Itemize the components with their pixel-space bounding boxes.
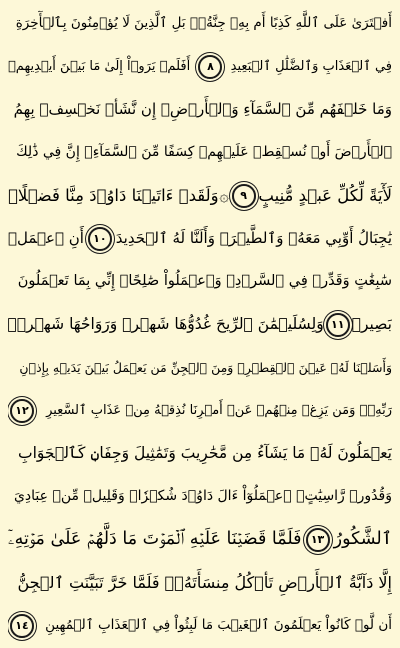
- ayah-number-marker: ١٠: [88, 227, 112, 251]
- verse-text: ٱلۡأَرۡضَ أَوۡ نُسۡقِطۡ عَلَيۡهِمۡ كِسَفًا مِّنَ ٱلسَّمَآءِۚ إِنَّ فِي ذَٰلِكَ: [16, 144, 392, 160]
- verse-text: أَفۡتَرَىٰ عَلَى ٱللَّهِ كَذِبًا أَم بِهِۦ جِنَّةُۢۗ بَلِ ٱلَّذِينَ لَا يُؤۡمِنُونَ بِٱلۡأٓخِرَةِ: [15, 15, 392, 31]
- verse-line: [8, 217, 392, 260]
- verse-text: أَفَلَمۡ يَرَوۡاْ إِلَىٰ مَا بَيۡنَ أَيۡدِيهِمۡ: [8, 59, 191, 74]
- verse-text: فَلَمَّا قَضَيۡنَا عَلَيۡهِ ٱلۡمَوۡتَ مَا دَلَّهُمۡ عَلَىٰ مَوۡتِهِۦٓ: [8, 529, 302, 549]
- verse-line: [8, 303, 392, 346]
- verse-line: [8, 88, 392, 131]
- verse-text: ٱلشَّكُورُ: [333, 529, 392, 549]
- ayah-number-marker: ١١: [326, 313, 350, 337]
- verse-text: بَصِيرٞ: [351, 315, 392, 333]
- verse-text: أَنِ ٱعۡمَلۡ: [8, 229, 84, 247]
- verse-line: [8, 604, 392, 647]
- ayah-number-marker: ١٣: [306, 528, 330, 552]
- verse-line: [8, 432, 392, 475]
- verse-text: إِلَّا دَآبَّةُ ٱلۡأَرۡضِ تَأۡكُلُ مِنسَأَتَهُۥۖ فَلَمَّا خَرَّ تَبَيَّنَتِ ٱلۡجِنُّ: [17, 573, 392, 592]
- verse-text: أَن لَّوۡ كَانُواْ يَعۡلَمُونَ ٱلۡغَيۡبَ مَا لَبِثُواْ فِي ٱلۡعَذَابِ ٱلۡمُهِينِ: [45, 617, 392, 633]
- verse-text: وَلِسُلَيۡمَٰنَ ٱلرِّيحَ غُدُوُّهَا شَهۡرٞ وَرَوَاحُهَا شَهۡرٞۖ: [8, 315, 324, 333]
- ayah-number-marker: ٨: [198, 55, 222, 79]
- verse-line: [8, 260, 392, 303]
- verse-text: وَمَا خَلۡفَهُم مِّنَ ٱلسَّمَآءِ وَٱلۡأَرۡضِۚ إِن نَّشَأۡ نَخۡسِفۡ بِهِمُ: [13, 100, 392, 118]
- verse-text: لَأٓيَةً لِّكُلِّ عَبۡدٍ مُّنِيبٍ: [258, 186, 392, 205]
- verse-text: فِي ٱلۡعَذَابِ وَٱلضَّلَٰلِ ٱلۡبَعِيدِ: [230, 59, 392, 74]
- rub-el-hizb-icon: ۞: [219, 186, 229, 205]
- verse-line: [8, 561, 392, 604]
- verse-line: [8, 2, 392, 45]
- verse-text: يَعۡمَلُونَ لَهُۥ مَا يَشَآءُ مِن مَّحَٰرِيبَ وَتَمَٰثِيلَ وَجِفَانٖ كَٱلۡجَوَابِ: [18, 444, 392, 462]
- verse-line: [8, 389, 392, 432]
- ayah-number-marker: ٩: [232, 184, 256, 208]
- verse-line: [8, 45, 392, 88]
- verse-line: [8, 174, 392, 217]
- verse-text: وَلَقَدۡ ءَاتَيۡنَا دَاوُۥدَ مِنَّا فَضۡلًاۖ: [8, 186, 219, 205]
- verse-text: رَبِّهِۦۖ وَمَن يَزِغۡ مِنۡهُمۡ عَنۡ أَمۡرِنَا نُذِقۡهُ مِنۡ عَذَابِ ٱلسَّعِيرِ: [46, 403, 392, 418]
- verse-text: وَقُدُورٖ رَّاسِيَٰتٍۚ ٱعۡمَلُوٓاْ ءَالَ دَاوُۥدَ شُكۡرٗاۚ وَقَلِيلٞ مِّنۡ عِبَادِيَ: [13, 488, 392, 504]
- verse-text: وَأَسَلۡنَا لَهُۥ عَيۡنَ ٱلۡقِطۡرِۖ وَمِنَ ٱلۡجِنِّ مَن يَعۡمَلُ بَيۡنَ يَدَيۡهِ بِإِذۡنِ: [19, 360, 392, 375]
- verse-text: يَٰجِبَالُ أَوِّبِي مَعَهُۥ وَٱلطَّيۡرَۖ وَأَلَنَّا لَهُ ٱلۡحَدِيدَ: [115, 229, 392, 247]
- verse-text: سَٰبِغَٰتٍ وَقَدِّرۡ فِي ٱلسَّرۡدِۖ وَٱعۡمَلُواْ صَٰلِحًاۖ إِنِّي بِمَا تَعۡمَلُونَ: [17, 273, 392, 289]
- verse-line: [8, 131, 392, 174]
- verse-line: [8, 518, 392, 561]
- verse-line: [8, 475, 392, 518]
- ayah-number-marker: ١٤: [10, 614, 34, 638]
- ayah-number-marker: ١٢: [10, 399, 34, 423]
- verse-line: [8, 346, 392, 389]
